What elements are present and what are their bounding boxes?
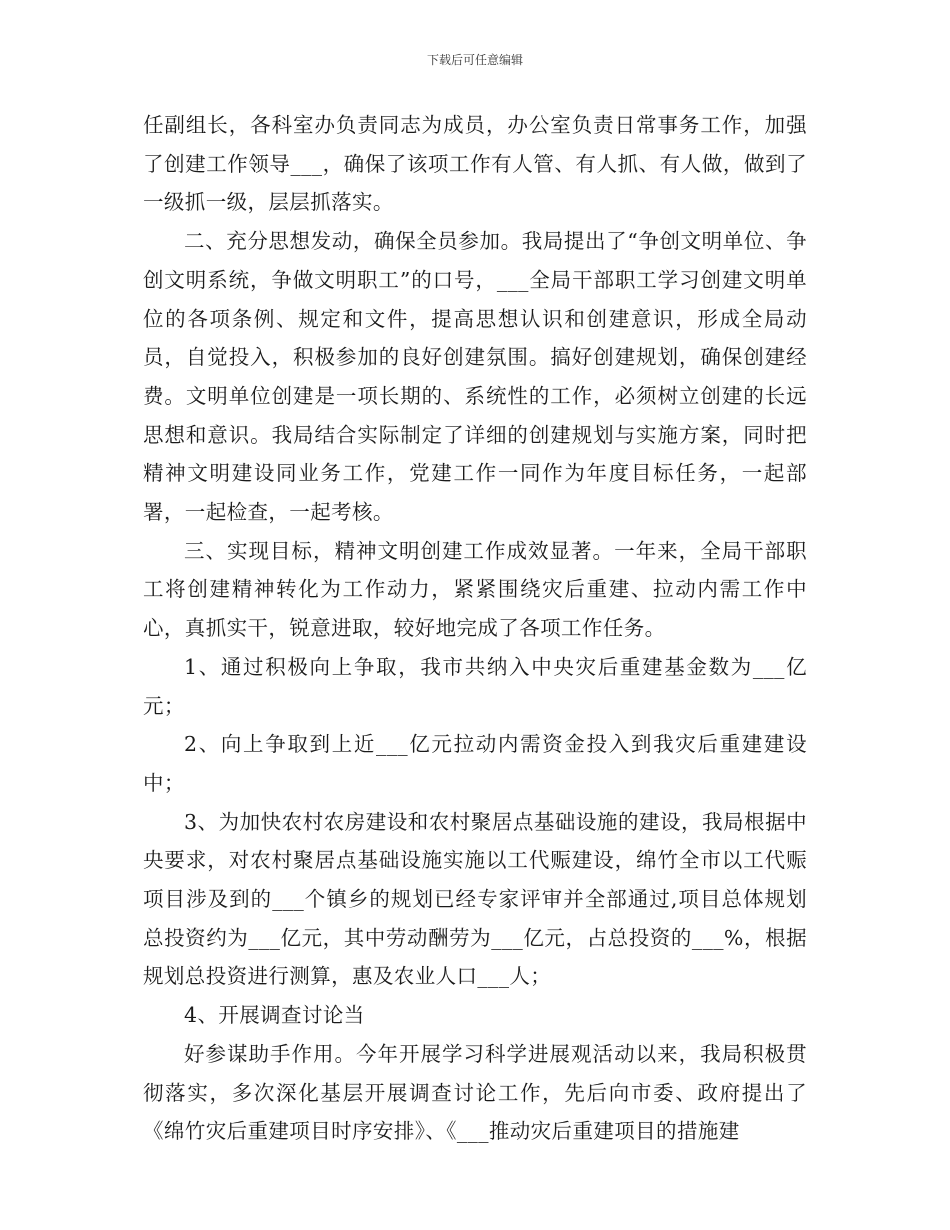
paragraph-continuation: 任副组长，各科室办负责同志为成员，办公室负责日常事务工作，加强了创建工作领导___，确保了该项工作有人管、有人抓、有人做，做到了一级抓一级，层层抓落实。 — [143, 113, 807, 215]
paragraph-section-three: 三、实现目标，精神文明创建工作成效显著。一年来，全局干部职工将创建精神转化为工作动力，紧紧围绕灾后重建、拉动内需工作中心，真抓实干，锐意进取，较好地完成了各项工作任务。 — [143, 538, 807, 641]
paragraph-item-4: 4、开展调查讨论当 — [184, 1003, 365, 1028]
paragraph-advisor-role: 好参谋助手作用。今年开展学习科学进展观活动以来，我局积极贯彻落实，多次深化基层开展调查讨论工作，先后向市委、政府提出了《绵竹灾后重建项目时序安排》、《___推动灾后重建项目的措施建 — [143, 1041, 807, 1144]
document-body — [143, 106, 807, 1151]
paragraph-item-3: 3、为加快农村农房建设和农村聚居点基础设施的建设，我局根据中央要求，对农村聚居点基础设施实施以工代赈建设，绵竹全市以工代赈项目涉及到的___个镇乡的规划已经专家评审并全部通过,项目总体规划总投资约为___亿元，其中劳动酬劳为___亿元，占总投资的___%，根据规划总投资进行测算，惠及农业人口___人； — [143, 809, 807, 989]
paragraph-section-two: 二、充分思想发动，确保全员参加。我局提出了“争创文明单位、争创文明系统，争做文明职工”的口号，___全局干部职工学习创建文明单位的各项条例、规定和文件，提高思想认识和创建意识，形成全局动员，自觉投入，积极参加的良好创建氛围。搞好创建规划，确保创建经费。文明单位创建是一项长期的、系统性的工作，必须树立创建的长远思想和意识。我局结合实际制定了详细的创建规划与实施方案，同时把精神文明建设同业务工作，党建工作一同作为年度目标任务，一起部署，一起检查，一起考核。 — [143, 229, 807, 525]
paragraph-item-2: 2、向上争取到上近___亿元拉动内需资金投入到我灾后重建建设中； — [143, 732, 807, 795]
paragraph-item-1: 1、通过积极向上争取，我市共纳入中央灾后重建基金数为___亿元； — [143, 654, 807, 718]
page-header: 下载后可任意编辑 — [426, 53, 523, 67]
